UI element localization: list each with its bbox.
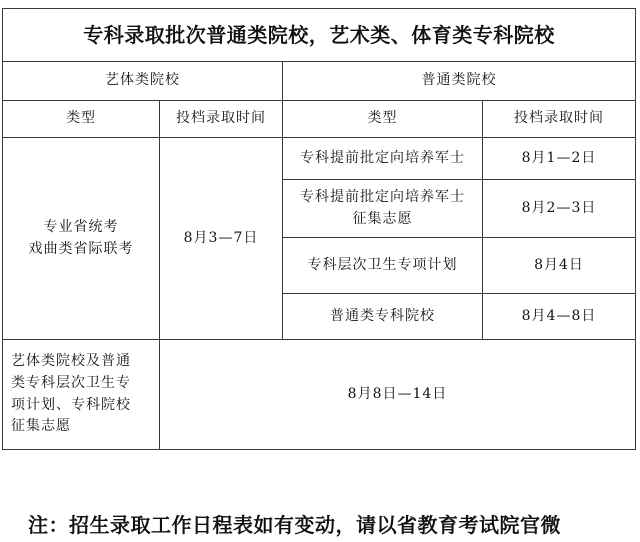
general-type-cell (283, 294, 483, 340)
admission-schedule-table (2, 8, 636, 450)
general-time-cell: 8月4日 (483, 238, 636, 294)
art-sports-type-cell (3, 138, 160, 340)
general-type-cell (283, 238, 483, 294)
general-type-line: 专科提前批定向培养军士 (300, 149, 465, 166)
title-row (3, 9, 636, 62)
final-row-label-cell (3, 340, 160, 450)
table-row (3, 340, 636, 450)
general-type-cell (283, 180, 483, 238)
footnote-text: 注：招生录取工作日程表如有变动，请以省教育考试院官微 (28, 513, 561, 537)
group-header-general: 普通类院校 (283, 62, 636, 101)
table-row (3, 138, 636, 180)
final-row-label-line: 征集志愿 (11, 418, 71, 435)
column-header-type-general: 类型 (283, 101, 483, 138)
final-row-label-line: 项计划、专科院校 (11, 396, 131, 413)
art-sports-type-line: 专业省统考 (43, 218, 119, 235)
general-type-cell (283, 138, 483, 180)
art-sports-time-cell: 8月3—7日 (160, 138, 283, 340)
art-sports-type-line: 戏曲类省际联考 (28, 240, 134, 257)
general-type-line: 征集志愿 (352, 210, 413, 227)
column-header-row (3, 101, 636, 138)
final-row-label-line: 类专科层次卫生专 (11, 374, 131, 391)
column-header-time-general: 投档录取时间 (483, 101, 636, 138)
group-header-row (3, 62, 636, 101)
group-header-art-sports: 艺体类院校 (3, 62, 283, 101)
final-row-label-line: 艺体类院校及普通 (11, 353, 131, 370)
general-type-line: 普通类专科院校 (330, 307, 435, 324)
table-title: 专科录取批次普通类院校，艺术类、体育类专科院校 (3, 9, 636, 62)
general-time-cell: 8月4—8日 (483, 294, 636, 340)
general-type-line: 专科层次卫生专项计划 (307, 256, 458, 273)
column-header-time-art: 投档录取时间 (160, 101, 283, 138)
general-time-cell: 8月1—2日 (483, 138, 636, 180)
general-time-cell: 8月2—3日 (483, 180, 636, 238)
column-header-type-art: 类型 (3, 101, 160, 138)
final-row-time-cell: 8月8日—14日 (160, 340, 636, 450)
general-type-line: 专科提前批定向培养军士 (300, 188, 465, 205)
